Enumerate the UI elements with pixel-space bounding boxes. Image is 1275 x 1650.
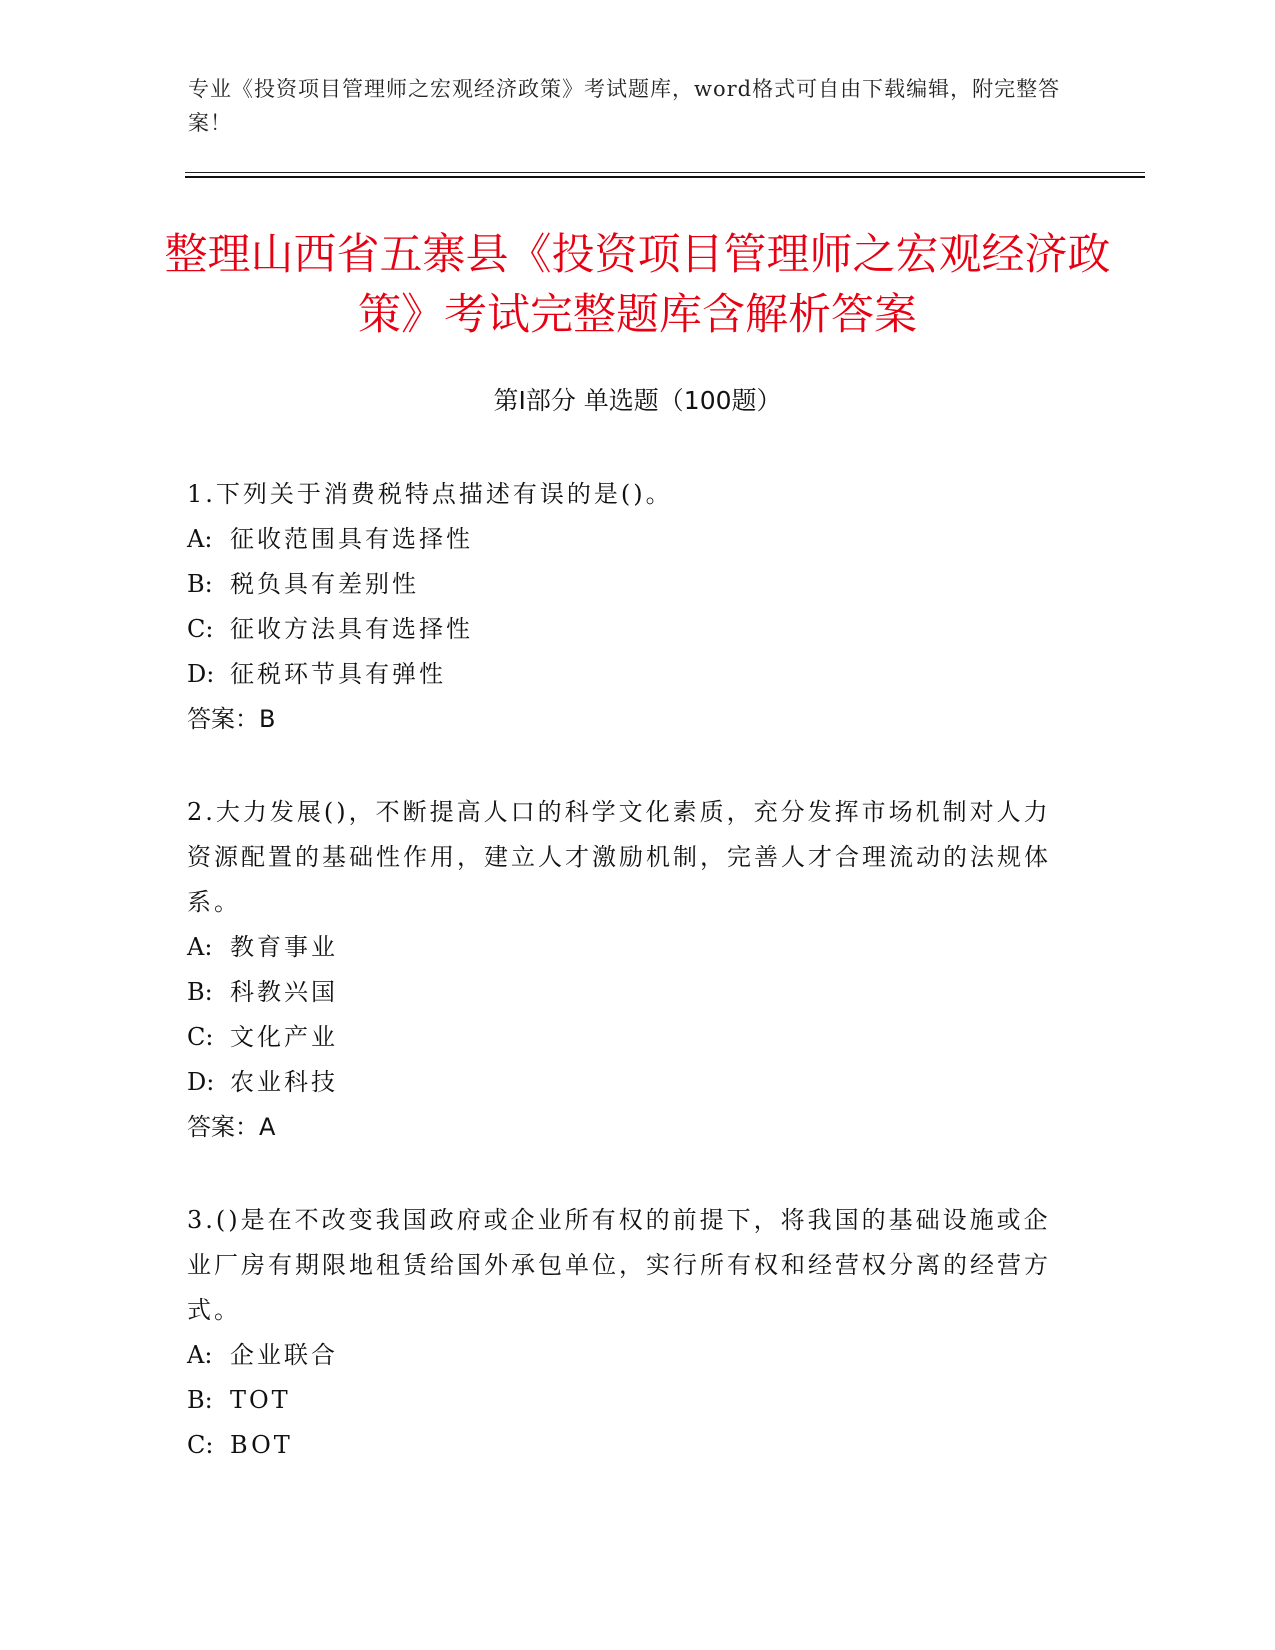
option-key: C: (187, 1431, 214, 1459)
option-key: A: (187, 525, 213, 553)
answer-line: 答案：B (187, 705, 276, 733)
option-text: 教育事业 (230, 933, 338, 961)
option-key: B: (187, 1386, 213, 1414)
question-stem: 3.()是在不改变我国政府或企业所有权的前提下，将我国的基础设施或企业厂房有期限地租赁给国外承包单位，实行所有权和经营权分离的经营方式。 (187, 1206, 1051, 1324)
option-a (187, 517, 1067, 562)
option-c (187, 1423, 1067, 1468)
option-text: TOT (230, 1386, 291, 1414)
option-a (187, 925, 1067, 970)
option-key: B: (187, 978, 213, 1006)
option-c (187, 1015, 1067, 1060)
option-text: 税负具有差别性 (230, 570, 419, 598)
option-key: A: (187, 1341, 213, 1369)
option-key: C: (187, 1023, 214, 1051)
option-b (187, 562, 1067, 607)
option-text: 企业联合 (230, 1341, 338, 1369)
answer-line: 答案：A (187, 1113, 276, 1141)
option-text: 科教兴国 (230, 978, 338, 1006)
option-key: A: (187, 933, 213, 961)
option-key: D: (187, 1068, 215, 1096)
question-stem: 1.下列关于消费税特点描述有误的是()。 (187, 480, 673, 508)
question-list (187, 472, 1067, 1516)
document-title: 整理山西省五寨县《投资项目管理师之宏观经济政策》考试完整题库含解析答案 (164, 230, 1111, 340)
question-stem: 2.大力发展()，不断提高人口的科学文化素质，充分发挥市场机制对人力资源配置的基础性作用，建立人才激励机制，完善人才合理流动的法规体系。 (187, 798, 1051, 916)
question-3 (187, 1198, 1067, 1468)
option-text: 征收范围具有选择性 (230, 525, 473, 553)
option-key: B: (187, 570, 213, 598)
option-key: D: (187, 660, 215, 688)
option-text: 文化产业 (230, 1023, 338, 1051)
option-d (187, 1060, 1067, 1105)
option-b (187, 1378, 1067, 1423)
option-c (187, 607, 1067, 652)
question-2 (187, 790, 1067, 1150)
header-note: 专业《投资项目管理师之宏观经济政策》考试题库，word格式可自由下载编辑，附完整答案！ (188, 77, 1061, 135)
option-b (187, 970, 1067, 1015)
option-d (187, 652, 1067, 697)
question-1 (187, 472, 1067, 742)
option-a (187, 1333, 1067, 1378)
header-divider-thick (185, 176, 1145, 178)
section-title: 第Ⅰ部分 单选题（100题） (493, 386, 782, 415)
option-text: 征收方法具有选择性 (230, 615, 473, 643)
option-text: 征税环节具有弹性 (230, 660, 446, 688)
option-key: C: (187, 615, 214, 643)
header-divider-thin (185, 172, 1145, 173)
option-text: BOT (230, 1431, 293, 1459)
option-text: 农业科技 (230, 1068, 338, 1096)
